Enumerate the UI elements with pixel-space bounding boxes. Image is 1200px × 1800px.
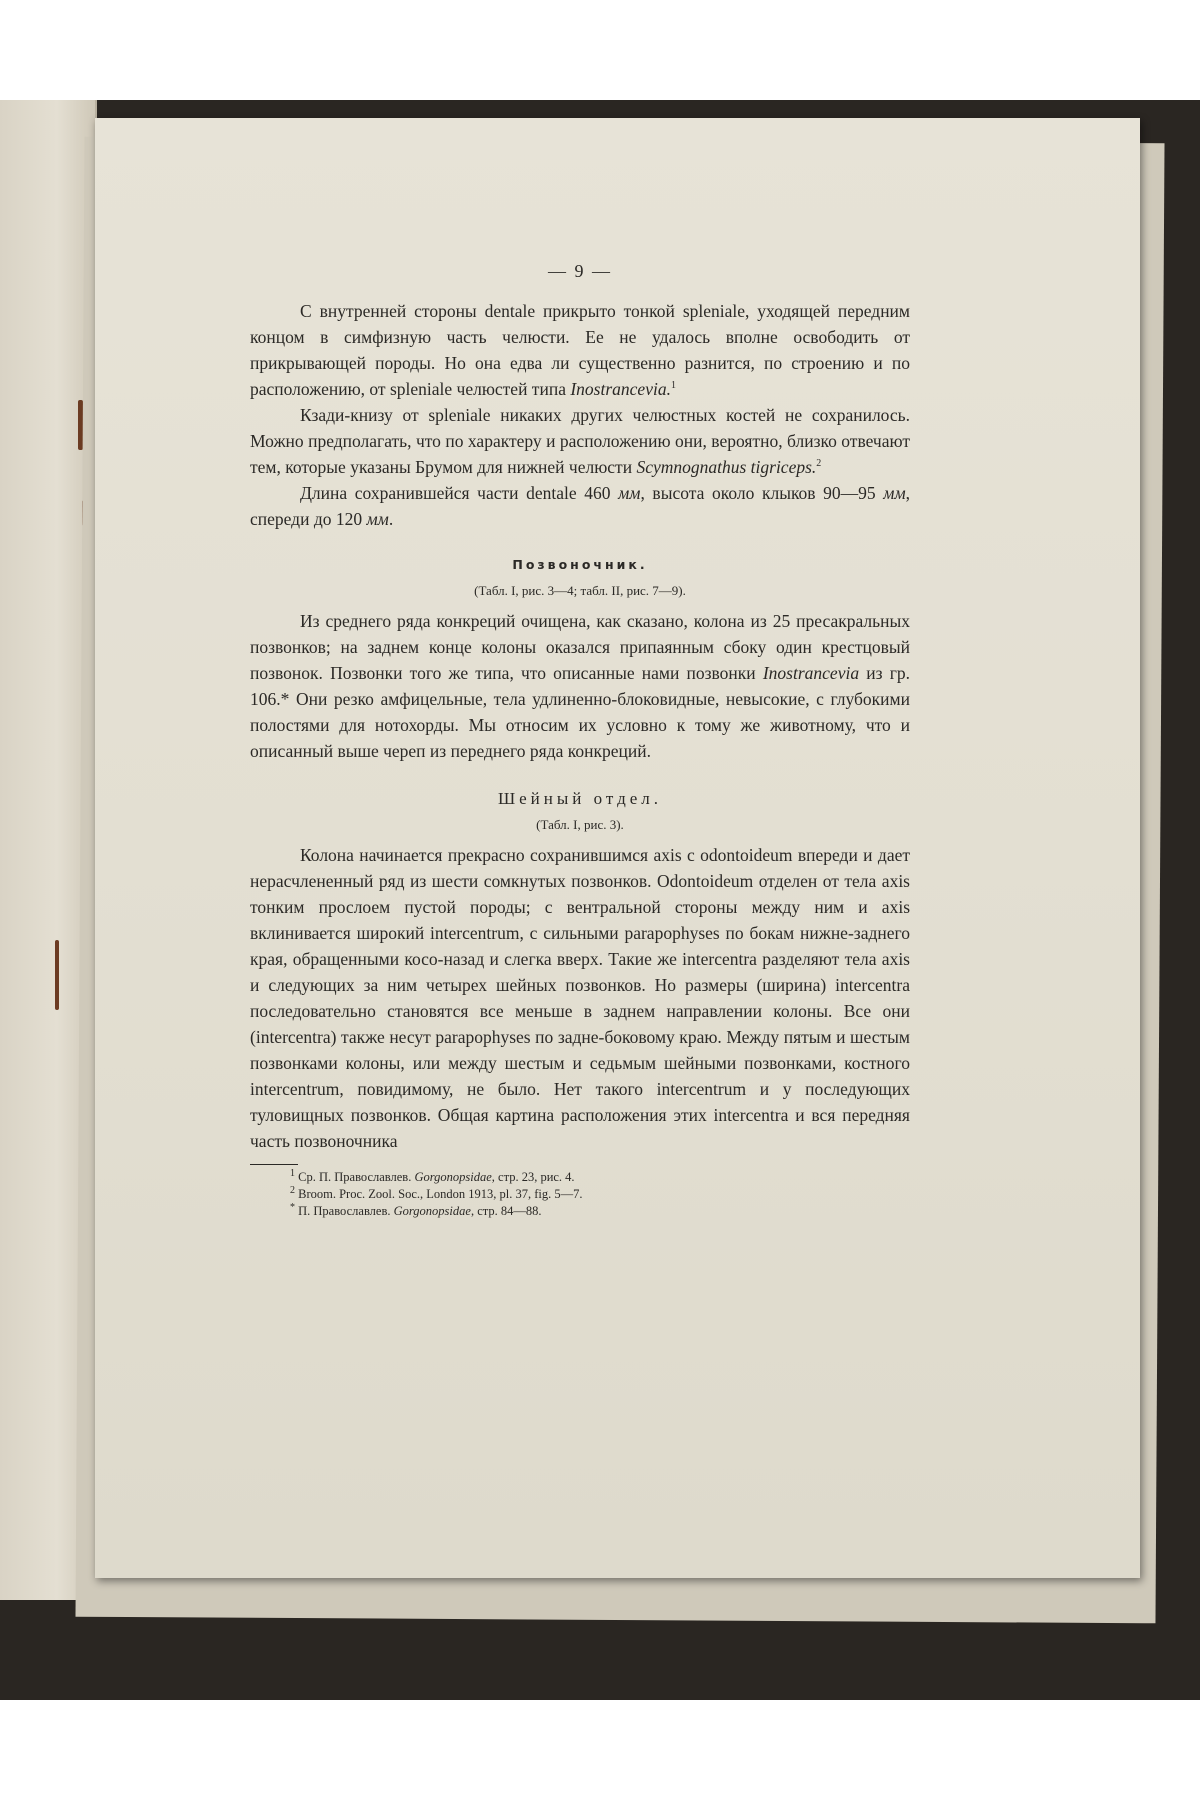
footnote [250,1169,910,1186]
taxon-name: Inostrancevia. [570,379,671,399]
binding-stitch [55,940,59,1010]
document-page [95,118,1140,1578]
page-text [250,258,910,1220]
taxon-name: Inostrancevia [762,663,860,683]
text-run: , высота около клыков 90—95 [640,483,884,503]
text-run: Из среднего ряда конкреций очищена, как сказано, колона из 25 пресакральных позвонков; на заднем конце колоны оказался припаянным сбоку один крестцовый позвонок. Позвонки того же типа, что описанные нами позвонки [250,611,910,683]
footnote-text: , стр. 23, рис. 4. [491,1170,575,1184]
text-run: С внутренней стороны dentale прикрыто тонкой spleniale, уходящей передним концом в симфизную часть челюсти. Ее не удалось вполне освободить от прикрывающей породы. Но она едва ли существенно разнится, по строению и по расположению, от spleniale челюстей типа [250,301,910,399]
text-run: из гр. 106.* Они резко амфицельные, тела удлиненно-блоковидные, невысокие, с глубокими полостями для нотохорды. Мы относим их условно к тому же животному, что и описанный выше череп из переднего ряда конкреций. [250,663,910,761]
footnote-mark: 2 [816,458,822,470]
footnote-mark: * [290,1201,295,1213]
footnote-author: Broom. [298,1187,340,1201]
taxon-name: Scymnognathus tigriceps. [636,457,817,477]
footnote [250,1186,910,1203]
footnote [250,1203,910,1220]
footnote-mark: 1 [290,1167,295,1179]
paragraph [250,402,910,480]
footnote-author: Ср. П. Православлев. [298,1170,415,1184]
paragraph: Колона начинается прекрасно сохранившимся axis с odontoideum впереди и дает нерасчлененный ряд из шести сомкнутых позвонков. Odontoideum отделен от тела axis тонким прослоем пустой породы; с вентральной стороны между ним и axis вклинивается широкий intercentrum, с сильными parapophyses по бокам нижне-заднего края, обращенными косо-назад и слегка вверх. Такие же intercentra разделяют тела axis и следующих за ним четырех шейных позвонков. Но размеры (ширина) intercentra последовательно становятся все меньше в заднем направлении колоны. Все они (intercentra) также несут parapophyses по задне-боковому краю. Между пятым и шестым позвонками колоны, или между шестым и седьмым шейными позвонками, костного intercentrum, повидимому, не было. Нет такого intercentrum и у последующих туловищных позвонков. Общая картина расположения этих intercentra и вся передняя часть позвоночника [250,845,910,1151]
section-heading: Позвоночник. [512,557,648,572]
footnote-mark: 1 [670,380,676,392]
paragraph [250,480,910,532]
footnote-rule [250,1164,298,1165]
unit: мм [618,483,641,503]
text-run: , спереди до 120 [250,483,911,529]
unit: мм [883,483,906,503]
paragraph [250,608,910,764]
page-number: — 9 — [548,261,612,281]
footnote-text: , стр. 84—88. [470,1204,542,1218]
footnote-mark: 2 [290,1184,295,1196]
footnote-title: Gorgonopsidae [393,1204,471,1218]
photo-background [0,100,1200,1700]
text-run: Длина сохранившейся части dentale 460 [300,483,619,503]
text-run: Кзади-книзу от spleniale никаких других челюстных костей не сохранилось. Можно предполагать, что по характеру и расположению они, вероятно, близко отвечают тем, которые указаны Брумом для нижней челюсти [250,405,910,477]
footnote-text: Proc. Zool. Soc., London 1913, pl. 37, fig. 5—7. [339,1187,583,1201]
plate-reference: (Табл. I, рис. 3). [536,817,624,832]
paragraph [250,298,910,402]
unit: мм [366,509,389,529]
text-run: . [388,509,394,529]
footnote-title: Gorgonopsidae [414,1170,492,1184]
subsection-heading: Шейный отдел. [497,789,663,808]
plate-reference: (Табл. I, рис. 3—4; табл. II, рис. 7—9). [474,583,686,598]
footnote-author: П. Православлев. [298,1204,394,1218]
